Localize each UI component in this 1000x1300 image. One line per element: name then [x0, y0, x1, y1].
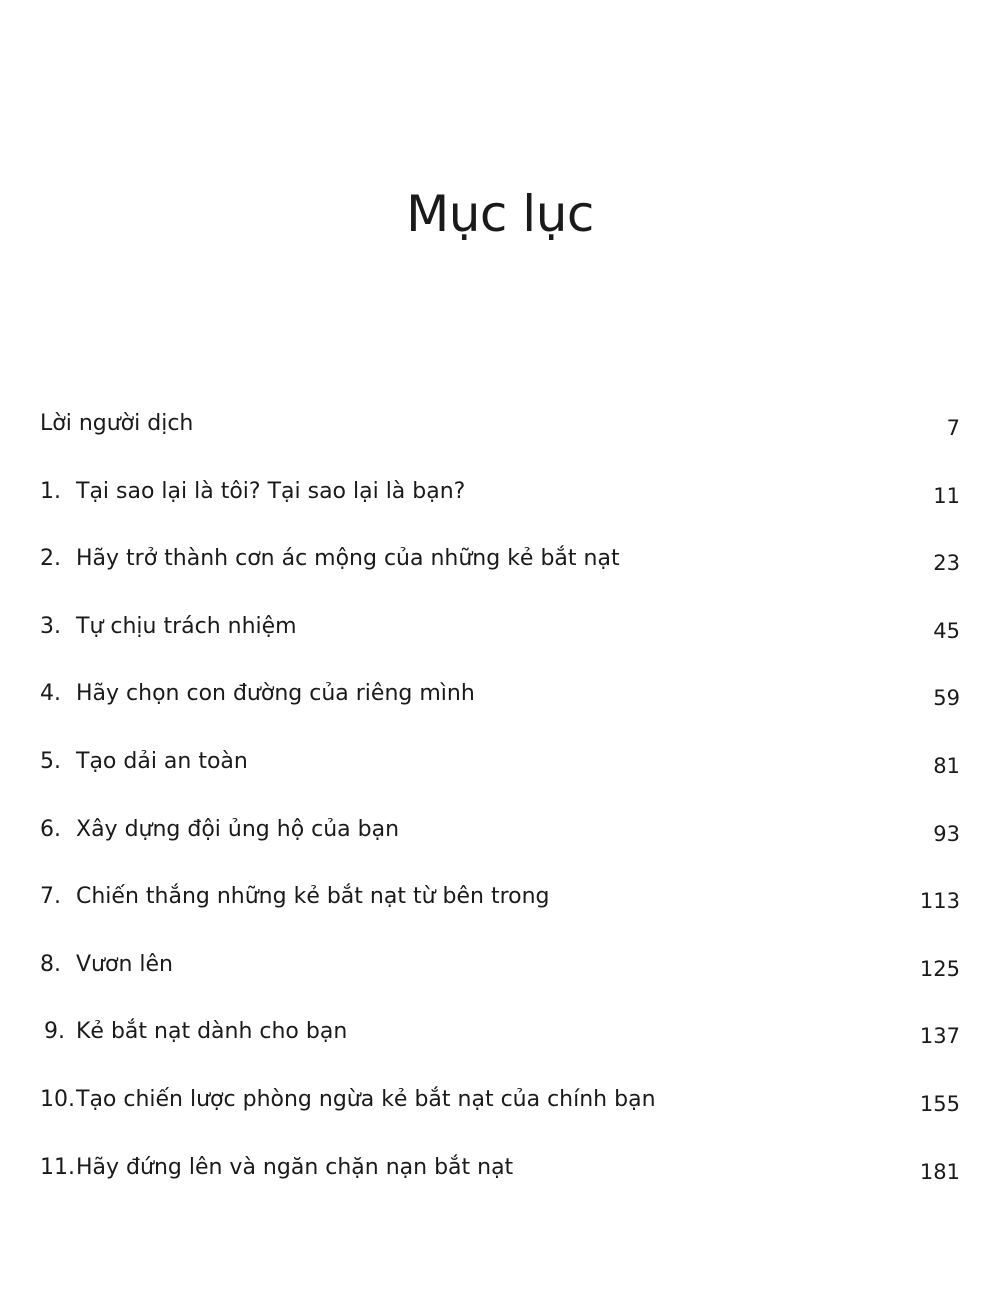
toc-entry-text: Xây dựng đội ủng hộ của bạn — [76, 816, 400, 842]
toc-page-number: 181 — [919, 1159, 960, 1184]
toc-page-number: 59 — [933, 686, 960, 711]
toc-entry-text: Kẻ bắt nạt dành cho bạn — [76, 1019, 348, 1045]
toc-entry-number: 11. — [40, 1154, 75, 1180]
toc-row — [40, 742, 960, 810]
toc-row — [40, 810, 960, 878]
toc-entry-text: Hãy chọn con đường của riêng mình — [76, 681, 475, 707]
toc-entry-text: Hãy đứng lên và ngăn chặn nạn bắt nạt — [76, 1154, 514, 1180]
toc-page-number: 11 — [933, 483, 960, 508]
toc-row — [40, 472, 960, 540]
toc-entry-text: Tạo chiến lược phòng ngừa kẻ bắt nạt của chính bạn — [76, 1086, 656, 1112]
toc-entry-text: Lời người dịch — [40, 411, 194, 436]
toc-row — [40, 1012, 960, 1080]
toc-page-number: 155 — [919, 1091, 960, 1116]
toc-entry-number: 10. — [40, 1086, 75, 1112]
toc-entry-number: 6. — [40, 816, 61, 842]
toc-row — [40, 539, 960, 607]
toc-entry-text: Tại sao lại là tôi? Tại sao lại là bạn? — [76, 478, 466, 504]
toc-page-number: 93 — [933, 821, 960, 846]
toc-entry-number: 4. — [40, 681, 61, 707]
toc-entry-number: 1. — [40, 478, 61, 504]
toc-page-number: 23 — [933, 551, 960, 576]
toc-entry-text: Hãy trở thành cơn ác mộng của những kẻ bắt nạt — [76, 546, 620, 572]
toc-entry-number: 5. — [40, 748, 61, 774]
toc-entry-text: Tạo dải an toàn — [76, 748, 248, 774]
toc-row — [40, 945, 960, 1013]
toc-row — [40, 1148, 960, 1216]
toc-entry-text: Tự chịu trách nhiệm — [76, 613, 297, 639]
toc-row — [40, 607, 960, 675]
toc-entry-number: 2. — [40, 546, 61, 572]
toc-page-number: 7 — [946, 416, 960, 440]
toc-entry-text: Chiến thắng những kẻ bắt nạt từ bên trong — [76, 884, 550, 910]
toc-entry-number: 3. — [40, 613, 61, 639]
toc-page-number: 45 — [933, 618, 960, 643]
toc-entry-number: 8. — [40, 951, 61, 977]
toc-row — [40, 877, 960, 945]
toc-page-number: 81 — [933, 753, 960, 778]
toc-page-number: 125 — [919, 956, 960, 981]
table-of-contents — [40, 404, 960, 1215]
toc-entry-number: 9. — [44, 1019, 65, 1045]
toc-entry-text: Vươn lên — [76, 951, 173, 977]
toc-entry-number: 7. — [40, 884, 61, 910]
toc-row — [40, 404, 960, 472]
toc-row — [40, 674, 960, 742]
toc-page-number: 113 — [919, 889, 960, 914]
page-title: Mục lục — [406, 185, 594, 243]
toc-page-number: 137 — [919, 1024, 960, 1049]
toc-row — [40, 1080, 960, 1148]
